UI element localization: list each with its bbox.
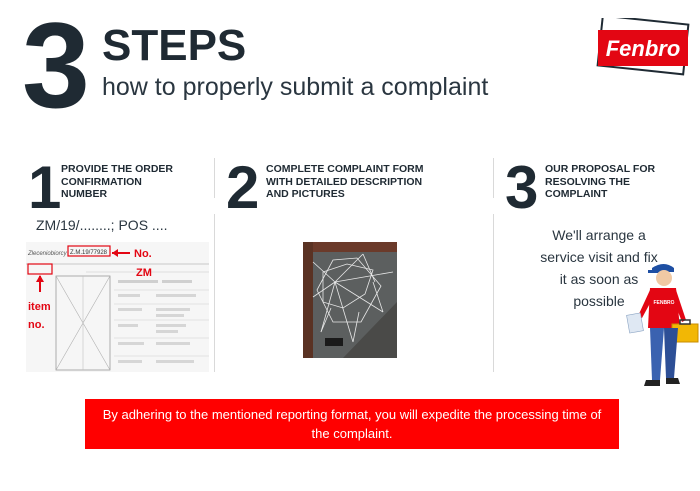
svg-text:Z.M.19/77928: Z.M.19/77928 bbox=[70, 250, 108, 256]
step-1-title: PROVIDE THE ORDER CONFIRMATION NUMBER bbox=[61, 163, 174, 200]
svg-text:no.: no. bbox=[28, 319, 45, 331]
worker-illustration bbox=[614, 258, 700, 398]
broken-glass-photo bbox=[303, 242, 397, 358]
divider bbox=[493, 158, 494, 198]
step-1-number: 1 bbox=[28, 154, 62, 221]
order-number-format: ZM/19/........; POS .... bbox=[36, 217, 168, 233]
svg-text:Zleceniobiorcy: Zleceniobiorcy bbox=[28, 251, 67, 257]
info-banner: By adhering to the mentioned reporting format, you will expedite the processing time of the complaint. bbox=[85, 399, 619, 449]
divider bbox=[493, 214, 494, 372]
step-2-number: 2 bbox=[226, 154, 260, 221]
svg-text:ZM: ZM bbox=[136, 267, 152, 279]
step-2-title: COMPLETE COMPLAINT FORM WITH DETAILED DESCRIPTION AND PICTURES bbox=[266, 163, 424, 200]
big-number-3: 3 bbox=[22, 0, 86, 133]
page-subtitle: how to properly submit a complaint bbox=[102, 73, 489, 101]
divider bbox=[214, 158, 215, 198]
step-3-title: OUR PROPOSAL FOR RESOLVING THE COMPLAINT bbox=[545, 163, 656, 200]
step-3-number: 3 bbox=[505, 154, 539, 221]
svg-text:FENBRO: FENBRO bbox=[653, 300, 675, 306]
page-title: STEPS bbox=[102, 21, 247, 70]
svg-text:No.: No. bbox=[134, 248, 152, 260]
svg-text:item: item bbox=[28, 301, 51, 313]
logo-text: Fenbro bbox=[605, 36, 681, 61]
fenbro-logo bbox=[592, 18, 692, 78]
divider bbox=[214, 214, 215, 372]
order-document-image bbox=[26, 242, 209, 372]
proposal-text: We'll arrange a service visit and fix it as soon as possible bbox=[540, 227, 658, 309]
